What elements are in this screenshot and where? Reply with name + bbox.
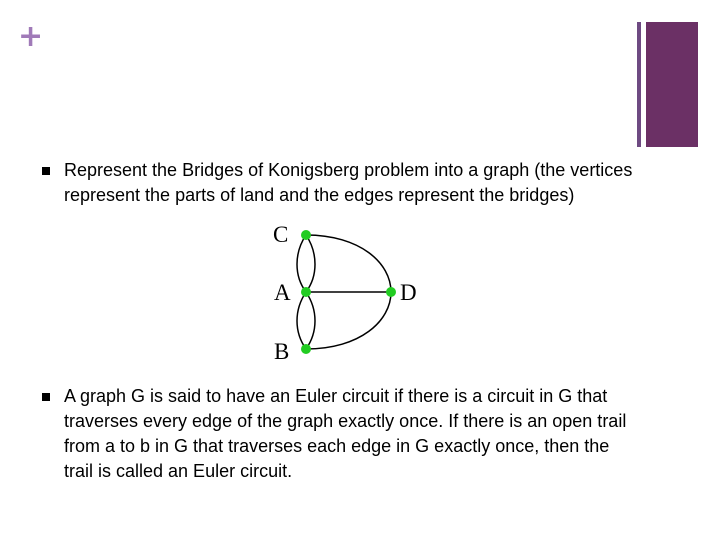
bullet-text: Represent the Bridges of Konigsberg problem into a graph (the vertices represent the parts of land and the edges represent the bridges) [64,160,633,205]
vertex-d [386,287,396,297]
edge-c-d [306,235,391,292]
vertex-b [301,344,311,354]
square-bullet-icon [42,393,50,401]
vertex-label-d: D [400,280,417,305]
edge-a-b-left [297,292,306,349]
konigsberg-graph [260,218,440,368]
edge-a-b-right [306,292,315,349]
vertex-a [301,287,311,297]
vertex-label-c: C [273,222,289,247]
bullet-item [42,384,642,484]
edge-c-a-right [306,235,315,292]
accent-bar [637,22,641,147]
edge-b-d [306,292,391,349]
edge-c-a-left [297,235,306,292]
plus-icon: + [18,19,44,54]
bullet-item [42,158,642,208]
vertex-label-a: A [274,280,291,305]
vertex-c [301,230,311,240]
vertex-label-b: B [274,339,290,364]
accent-block [646,22,698,147]
square-bullet-icon [42,167,50,175]
bullet-text: A graph G is said to have an Euler circuit if there is a circuit in G that traverses every edge of the graph exactly once. If there is an open trail from a to b in G that traverses each edge in G exactly once, then the trail is called an Euler circuit. [64,386,627,481]
